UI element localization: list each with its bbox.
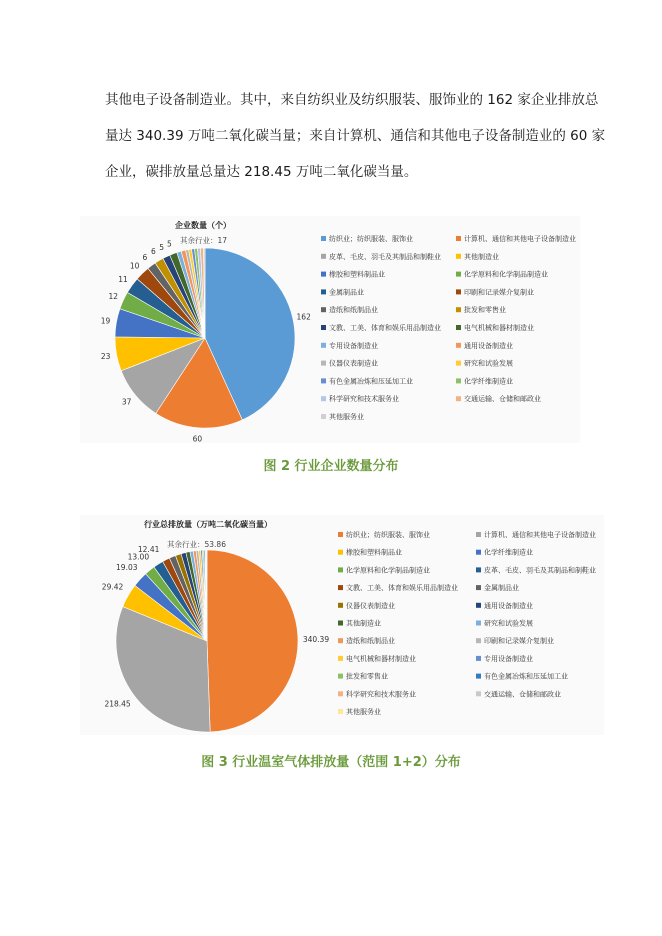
legend-item: 纺织业；纺织服装、服饰业 — [346, 531, 430, 539]
legend-swatch — [338, 621, 343, 626]
data-label: 10 — [129, 261, 140, 271]
legend-swatch — [456, 236, 461, 241]
legend-swatch — [338, 691, 343, 696]
legend-swatch — [456, 289, 461, 294]
legend-swatch — [338, 567, 343, 572]
legend-swatch — [476, 567, 481, 572]
legend-swatch — [321, 272, 326, 277]
legend-item: 金属制品业 — [484, 584, 519, 593]
legend-item: 专用设备制造业 — [329, 341, 378, 350]
legend-swatch — [338, 709, 343, 714]
legend-item: 化学原料和化学制品制造业 — [346, 566, 430, 575]
legend-item: 皮革、毛皮、羽毛及其制品和制鞋业 — [329, 252, 441, 261]
data-label: 19 — [100, 316, 111, 326]
pie-chart-company-count — [80, 216, 580, 443]
legend-item: 化学纤维制造业 — [484, 548, 533, 557]
legend-swatch — [456, 343, 461, 348]
legend-item: 其他制造业 — [346, 619, 381, 628]
legend-item: 印刷和记录媒介复制业 — [484, 637, 554, 646]
data-label: 12 — [108, 291, 119, 301]
remainder-label: 其余行业：17 — [180, 236, 228, 245]
legend-item: 有色金属冶炼和压延加工业 — [329, 377, 413, 386]
legend-item: 文教、工美、体育和娱乐用品制造业 — [329, 324, 441, 332]
data-label: 60 — [192, 434, 203, 443]
paragraph-line: 量达 340.39 万吨二氧化碳当量；来自计算机、通信和其他电子设备制造业的 60 家 — [105, 128, 606, 144]
data-label: 6 — [142, 252, 148, 262]
legend-item: 仪器仪表制造业 — [346, 601, 395, 610]
legend-swatch — [321, 236, 326, 241]
legend-item: 电气机械和器材制造业 — [464, 324, 534, 332]
legend-swatch — [456, 361, 461, 366]
legend-item: 其他服务业 — [329, 413, 364, 421]
figure-2-chart — [80, 216, 580, 443]
legend-item: 科学研究和技术服务业 — [329, 395, 399, 404]
legend-item: 通用设备制造业 — [464, 341, 513, 350]
legend-swatch — [456, 378, 461, 383]
legend-swatch — [456, 396, 461, 401]
legend-item: 计算机、通信和其他电子设备制造业 — [484, 531, 596, 539]
legend-item: 金属制品业 — [329, 288, 364, 297]
legend-swatch — [321, 396, 326, 401]
paragraph-line: 其他电子设备制造业。其中，来自纺织业及纺织服装、服饰业的 162 家企业排放总 — [105, 92, 599, 108]
legend-swatch — [321, 343, 326, 348]
legend-item: 化学原料和化学制品制造业 — [464, 270, 548, 279]
legend-swatch — [456, 254, 461, 259]
data-label: 13.00 — [127, 552, 150, 562]
legend-swatch — [476, 550, 481, 555]
data-label: 5 — [159, 242, 165, 252]
legend-item: 文教、工美、体育和娱乐用品制造业 — [346, 584, 458, 593]
legend-swatch — [321, 289, 326, 294]
chart-title: 行业总排放量（万吨二氧化碳当量） — [144, 520, 272, 529]
legend-item: 交通运输、仓储和邮政业 — [464, 395, 541, 404]
legend-item: 其他服务业 — [346, 708, 381, 716]
legend-swatch — [338, 585, 343, 590]
legend-swatch — [338, 638, 343, 643]
data-label: 218.45 — [104, 699, 131, 709]
legend-swatch — [321, 254, 326, 259]
legend-item: 计算机、通信和其他电子设备制造业 — [464, 235, 576, 243]
legend-swatch — [476, 674, 481, 679]
legend-item: 批发和零售业 — [346, 672, 388, 681]
legend-item: 印刷和记录媒介复制业 — [464, 288, 534, 297]
figure-2-caption: 图 2 行业企业数量分布 — [263, 459, 399, 474]
legend-swatch — [338, 603, 343, 608]
legend-swatch — [476, 532, 481, 537]
figure-3-caption: 图 3 行业温室气体排放量（范围 1+2）分布 — [201, 755, 461, 770]
legend-swatch — [338, 656, 343, 661]
legend-item: 仪器仪表制造业 — [329, 359, 378, 368]
data-label: 12.41 — [137, 544, 160, 554]
legend-item: 造纸和纸制品业 — [329, 306, 378, 315]
data-label: 11 — [118, 274, 128, 284]
paragraph-line: 企业，碳排放量总量达 218.45 万吨二氧化碳当量。 — [105, 164, 418, 180]
legend-item: 纺织业；纺织服装、服饰业 — [329, 235, 413, 243]
legend-item: 研究和试验发展 — [484, 619, 533, 628]
legend-item: 皮革、毛皮、羽毛及其制品和制鞋业 — [484, 566, 596, 575]
data-label: 37 — [121, 397, 132, 407]
legend-item: 有色金属冶炼和压延加工业 — [484, 672, 568, 681]
legend-item: 其他制造业 — [464, 252, 499, 261]
legend-item: 专用设备制造业 — [484, 654, 533, 663]
legend-swatch — [456, 325, 461, 330]
legend-item: 交通运输、仓储和邮政业 — [484, 690, 561, 699]
legend-swatch — [321, 307, 326, 312]
legend-swatch — [321, 414, 326, 419]
chart-title: 企业数量（个） — [175, 221, 231, 230]
legend-item: 橡胶和塑料制品业 — [346, 548, 402, 557]
legend-swatch — [476, 585, 481, 590]
data-label: 19.03 — [116, 563, 138, 573]
legend-swatch — [476, 603, 481, 608]
data-label: 5 — [167, 239, 172, 249]
legend-swatch — [476, 638, 481, 643]
legend-swatch — [321, 325, 326, 330]
data-label: 340.39 — [302, 635, 330, 645]
legend-swatch — [456, 272, 461, 277]
legend-swatch — [338, 674, 343, 679]
legend-item: 科学研究和技术服务业 — [346, 690, 416, 699]
legend-swatch — [338, 532, 343, 537]
legend-swatch — [476, 656, 481, 661]
legend-item: 通用设备制造业 — [484, 601, 533, 610]
legend-swatch — [456, 307, 461, 312]
legend-item: 电气机械和器材制造业 — [346, 654, 416, 663]
legend-swatch — [338, 550, 343, 555]
data-label: 6 — [151, 247, 156, 257]
legend-swatch — [476, 691, 481, 696]
legend-swatch — [321, 378, 326, 383]
legend-item: 研究和试验发展 — [464, 359, 513, 368]
body-paragraph — [105, 82, 606, 190]
data-label: 23 — [100, 352, 111, 362]
legend-swatch — [321, 361, 326, 366]
pie-chart-emissions — [80, 515, 604, 735]
legend-item: 造纸和纸制品业 — [346, 637, 395, 646]
figure-3-chart — [80, 515, 604, 735]
legend-item: 橡胶和塑料制品业 — [329, 270, 385, 279]
data-label: 162 — [296, 312, 311, 322]
legend-swatch — [476, 621, 481, 626]
remainder-label: 其余行业：53.86 — [167, 540, 226, 549]
legend-item: 化学纤维制造业 — [464, 377, 513, 386]
data-label: 29.42 — [101, 582, 124, 592]
pie-slice — [207, 550, 298, 732]
legend-item: 批发和零售业 — [464, 306, 506, 315]
